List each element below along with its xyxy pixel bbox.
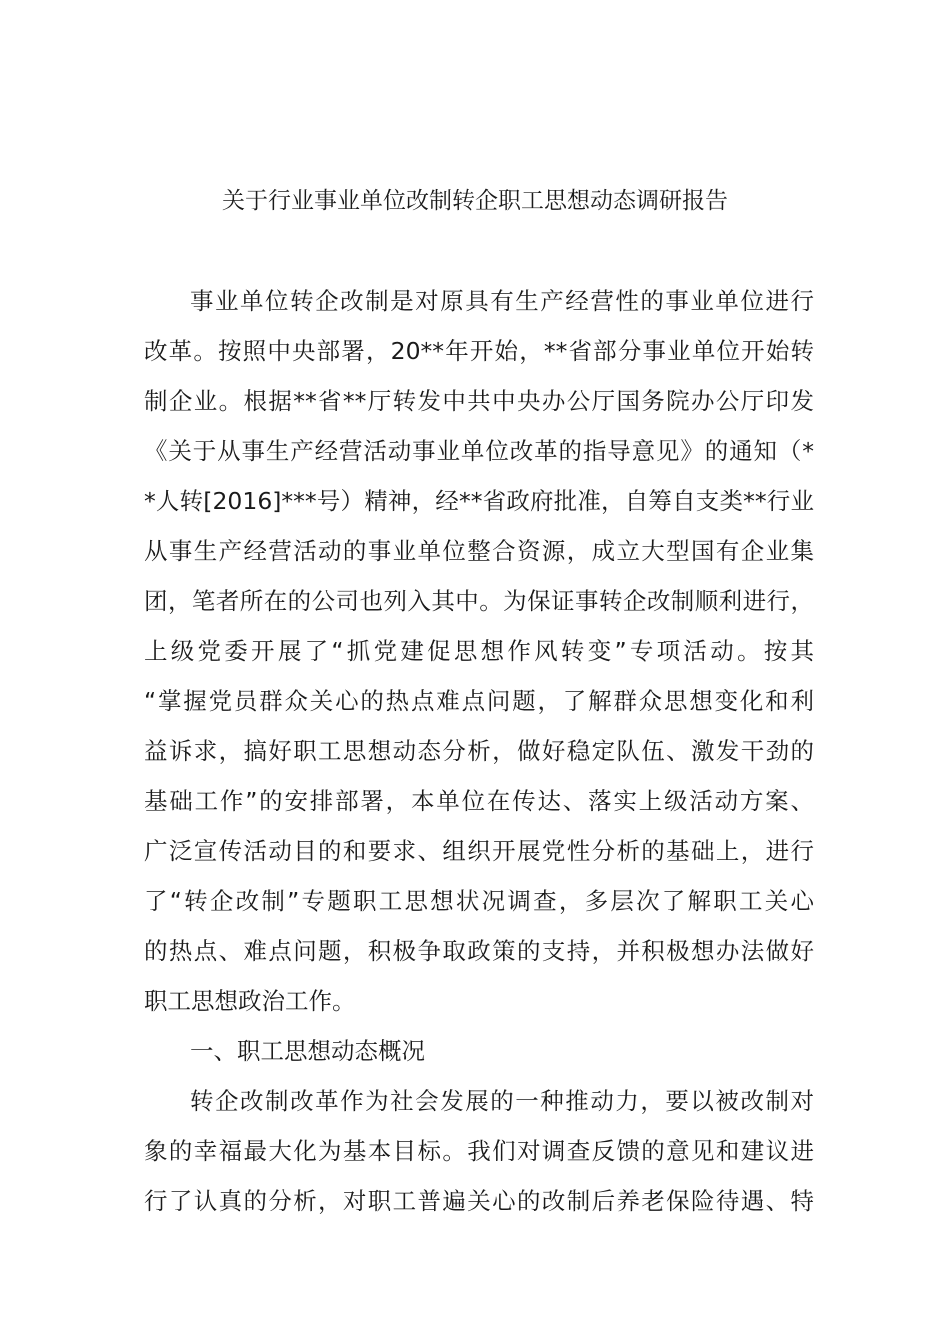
paragraph-line: 制企业。根据**省**厅转发中共中央办公厅国务院办公厅印发 xyxy=(144,387,814,415)
paragraph-line: 《关于从事生产经营活动事业单位改革的指导意见》的通知（* xyxy=(144,437,814,465)
section-heading: 一、职工思想动态概况 xyxy=(190,1037,425,1065)
paragraph-line: 行了认真的分析，对职工普遍关心的改制后养老保险待遇、特 xyxy=(144,1187,814,1215)
paragraph-line: 的热点、难点问题，积极争取政策的支持，并积极想办法做好 xyxy=(144,937,814,965)
paragraph-line: 益诉求，搞好职工思想动态分析，做好稳定队伍、激发干劲的 xyxy=(144,737,814,765)
paragraph-line: 基础工作”的安排部署，本单位在传达、落实上级活动方案、 xyxy=(144,787,814,815)
paragraph-line: 广泛宣传活动目的和要求、组织开展党性分析的基础上，进行 xyxy=(144,837,814,865)
paragraph-line: *人转[2016]***号）精神，经**省政府批准，自筹自支类**行业 xyxy=(144,487,814,515)
paragraph-line: 象的幸福最大化为基本目标。我们对调查反馈的意见和建议进 xyxy=(144,1137,814,1165)
paragraph-line: 团，笔者所在的公司也列入其中。为保证事转企改制顺利进行， xyxy=(144,587,814,615)
paragraph-line: 了“转企改制”专题职工思想状况调查，多层次了解职工关心 xyxy=(144,887,814,915)
document-title: 关于行业事业单位改制转企职工思想动态调研报告 xyxy=(222,188,728,214)
paragraph-line: 从事生产经营活动的事业单位整合资源，成立大型国有企业集 xyxy=(144,537,814,565)
paragraph-line: 上级党委开展了“抓党建促思想作风转变”专项活动。按其 xyxy=(144,637,814,665)
paragraph-line: “掌握党员群众关心的热点难点问题，了解群众思想变化和利 xyxy=(144,687,814,715)
paragraph-line: 职工思想政治工作。 xyxy=(144,987,356,1015)
paragraph-line: 事业单位转企改制是对原具有生产经营性的事业单位进行 xyxy=(190,287,814,315)
paragraph-line: 转企改制改革作为社会发展的一种推动力，要以被改制对 xyxy=(190,1087,814,1115)
paragraph-line: 改革。按照中央部署，20**年开始，**省部分事业单位开始转 xyxy=(144,337,814,365)
